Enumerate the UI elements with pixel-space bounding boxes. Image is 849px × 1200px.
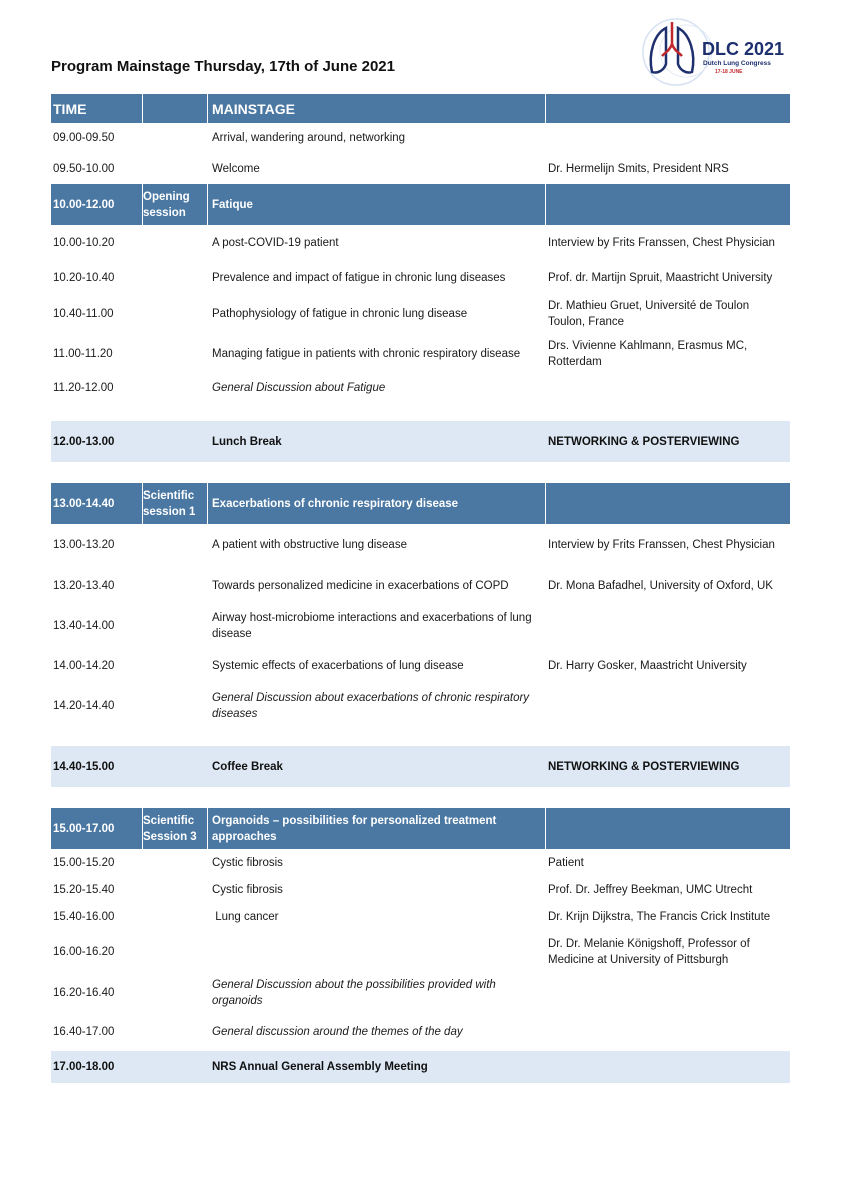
row-speaker: Dr. Krijn Dijkstra, The Francis Crick Institute — [548, 910, 771, 923]
row-speaker: Dr. Harry Gosker, Maastricht University — [548, 660, 747, 672]
break-note: NETWORKING & POSTERVIEWING — [548, 435, 740, 448]
session-time: 13.00-14.40 — [53, 497, 115, 510]
row-speaker: Interview by Frits Franssen, Chest Physician — [548, 539, 775, 551]
dlc-logo — [640, 14, 790, 88]
row-time: 09.50-10.00 — [53, 162, 115, 175]
row-title: Prevalence and impact of fatigue in chronic lung diseases — [212, 271, 506, 284]
row-title: General Discussion about exacerbations of chronic respiratory diseases — [212, 692, 530, 720]
break-title: Lunch Break — [212, 435, 282, 448]
row-speaker: Prof. Dr. Jeffrey Beekman, UMC Utrecht — [548, 883, 753, 896]
row-title: Pathophysiology of fatigue in chronic lung disease — [212, 308, 468, 320]
row-time: 15.40-16.00 — [53, 910, 115, 923]
row-time: 16.20-16.40 — [53, 987, 115, 999]
table-row — [51, 606, 790, 646]
break-title: NRS Annual General Assembly Meeting — [212, 1061, 428, 1073]
session-title: Fatique — [212, 198, 253, 211]
row-time: 16.00-16.20 — [53, 946, 115, 958]
table-row — [51, 646, 790, 686]
row-speaker: Dr. Mona Bafadhel, University of Oxford, UK — [548, 580, 773, 592]
session-header — [51, 184, 790, 225]
row-speaker: Prof. dr. Martijn Spruit, Maastricht University — [548, 271, 773, 284]
table-row — [51, 974, 790, 1012]
break-note: NETWORKING & POSTERVIEWING — [548, 760, 740, 773]
session-label: Opening session — [143, 190, 190, 219]
row-title: Cystic fibrosis — [212, 883, 283, 896]
page-title: Program Mainstage Thursday, 17th of June 2021 — [51, 58, 395, 75]
row-title: Towards personalized medicine in exacerbations of COPD — [212, 580, 509, 592]
session-title: Organoids – possibilities for personalized treatment approaches — [212, 814, 497, 843]
break-title: Coffee Break — [212, 760, 283, 773]
table-row — [51, 930, 790, 974]
table-row — [51, 295, 790, 333]
table-row — [51, 876, 790, 903]
session-label: Scientific Session 3 — [143, 814, 197, 843]
table-row — [51, 903, 790, 930]
row-time: 14.00-14.20 — [53, 660, 115, 672]
session-header — [51, 483, 790, 524]
table-row — [51, 849, 790, 876]
row-time: 13.40-14.00 — [53, 620, 115, 632]
table-row — [51, 1012, 790, 1051]
row-title: Managing fatigue in patients with chronic respiratory disease — [212, 347, 521, 360]
row-time: 13.00-13.20 — [53, 539, 115, 551]
logo-dates: 17-18 JUNE — [715, 69, 743, 75]
row-time: 10.40-11.00 — [53, 308, 114, 320]
row-time: 15.20-15.40 — [53, 883, 115, 896]
row-speaker: Interview by Frits Franssen, Chest Physician — [548, 236, 775, 249]
row-speaker: Drs. Vivienne Kahlmann, Erasmus MC, Rotterdam — [548, 339, 748, 368]
row-speaker: Dr. Mathieu Gruet, Université de Toulon Toulon, France — [548, 300, 750, 328]
row-title: Cystic fibrosis — [212, 856, 283, 869]
row-time: 14.20-14.40 — [53, 700, 115, 712]
break-time: 12.00-13.00 — [53, 435, 115, 448]
table-row — [51, 123, 790, 153]
session-header — [51, 808, 790, 849]
lungs-icon — [640, 14, 790, 88]
row-speaker: Patient — [548, 856, 584, 869]
row-time: 13.20-13.40 — [53, 580, 115, 592]
break-time: 17.00-18.00 — [53, 1061, 115, 1073]
row-title: General Discussion about Fatigue — [212, 382, 386, 394]
header-time: TIME — [53, 100, 87, 117]
row-time: 10.20-10.40 — [53, 271, 115, 284]
session-title: Exacerbations of chronic respiratory disease — [212, 497, 459, 510]
table-row — [51, 260, 790, 295]
table-header — [51, 94, 790, 123]
table-row — [51, 225, 790, 260]
session-label: Scientific session 1 — [143, 489, 196, 518]
row-title: General discussion around the themes of the day — [212, 1025, 463, 1038]
row-title: General Discussion about the possibilities provided with organoids — [212, 979, 496, 1007]
row-time: 16.40-17.00 — [53, 1025, 115, 1038]
session-time: 15.00-17.00 — [53, 822, 115, 835]
break-row — [51, 421, 790, 462]
row-time: 10.00-10.20 — [53, 236, 115, 249]
row-title: Airway host-microbiome interactions and exacerbations of lung disease — [212, 612, 532, 640]
row-time: 11.20-12.00 — [53, 382, 114, 394]
row-title: Welcome — [212, 162, 260, 175]
session-time: 10.00-12.00 — [53, 198, 115, 211]
table-row — [51, 374, 790, 402]
row-time: 09.00-09.50 — [53, 132, 115, 144]
table-row — [51, 153, 790, 184]
table-row — [51, 686, 790, 726]
row-speaker: Dr. Hermelijn Smits, President NRS — [548, 162, 729, 175]
row-speaker: Dr. Dr. Melanie Königshoff, Professor of Medicine at University of Pittsburgh — [548, 938, 750, 966]
header-mainstage: MAINSTAGE — [212, 100, 295, 117]
row-time: 11.00-11.20 — [53, 347, 113, 360]
row-title: Arrival, wandering around, networking — [212, 132, 406, 144]
break-time: 14.40-15.00 — [53, 760, 115, 773]
row-title: A patient with obstructive lung disease — [212, 539, 407, 551]
row-title: Systemic effects of exacerbations of lung disease — [212, 660, 464, 672]
row-title: A post-COVID-19 patient — [212, 236, 339, 249]
logo-acronym: DLC 2021 — [702, 39, 785, 59]
logo-name: Dutch Lung Congress — [703, 60, 771, 67]
row-title: Lung cancer — [212, 910, 279, 923]
break-row — [51, 1051, 790, 1083]
break-row — [51, 746, 790, 787]
table-row — [51, 524, 790, 566]
table-row — [51, 333, 790, 374]
row-time: 15.00-15.20 — [53, 856, 115, 869]
table-row — [51, 566, 790, 606]
